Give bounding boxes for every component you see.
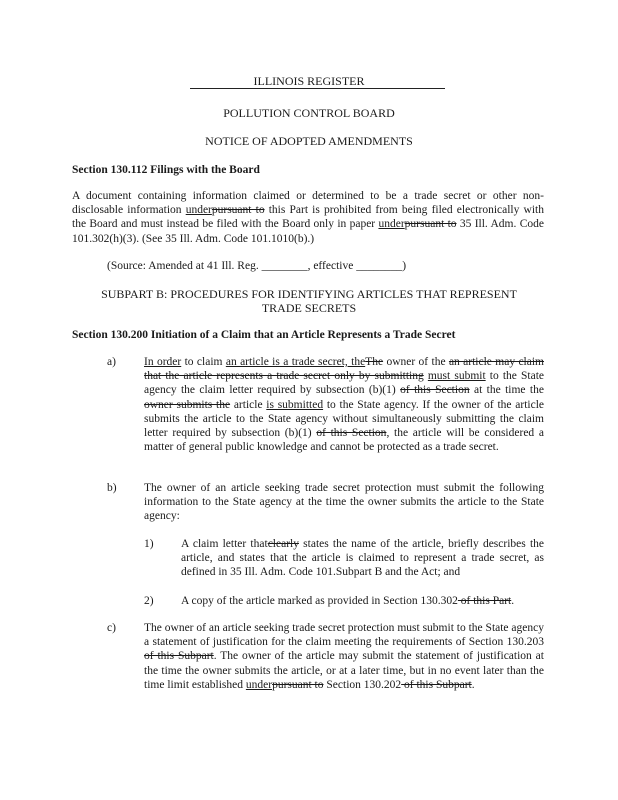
text-run: A copy of the article marked as provided in Section 130.302 bbox=[181, 595, 458, 607]
text-run: . The owner of the article may submit the statement of justification at the time the owner submits the article, or at a later time, but in no event later than the time limit established bbox=[144, 650, 544, 691]
inserted-text: In order bbox=[144, 356, 182, 368]
section-130-200-title: Section 130.200 Initiation of a Claim that an Article Represents a Trade Secret bbox=[72, 329, 456, 341]
deleted-text: clearly bbox=[267, 538, 299, 550]
deleted-text: pursuant to bbox=[272, 678, 324, 691]
deleted-text: The bbox=[365, 356, 384, 368]
deleted-text: of this Part bbox=[457, 595, 512, 607]
notice-heading: NOTICE OF ADOPTED AMENDMENTS bbox=[205, 134, 413, 148]
section-130-112-title: Section 130.112 Filings with the Board bbox=[72, 164, 260, 176]
text-run: A claim letter that bbox=[181, 538, 268, 550]
section-130-112-paragraph bbox=[72, 189, 544, 246]
text-run: . bbox=[511, 595, 515, 607]
subpart-heading-line-1: SUBPART B: PROCEDURES FOR IDENTIFYING ARTICLES THAT REPRESENT bbox=[101, 287, 517, 301]
inserted-text: an article is a trade secret, the bbox=[225, 356, 366, 368]
inserted-text: must submit bbox=[427, 370, 486, 383]
board-heading: POLLUTION CONTROL BOARD bbox=[223, 106, 395, 120]
item-1-paragraph bbox=[181, 537, 544, 580]
text-run: to the State agency. If the owner of the article submits the article to the State agency without simultaneously submitting the claim letter required by subsection (b)(1) bbox=[144, 398, 545, 440]
deleted-text: pursuant to bbox=[404, 218, 457, 231]
deleted-text: of this Subpart bbox=[144, 650, 214, 663]
text-run: The owner of an article seeking trade secret protection must submit to the State agency a statement of justification for the claim meeting the requirements of Section 130.203 bbox=[144, 622, 544, 649]
subsection-b-paragraph: The owner of an article seeking trade secret protection must submit the following information to the State agency at the time the owner submits the article to the State agency: bbox=[144, 482, 544, 523]
text-run: at the time the bbox=[469, 384, 544, 397]
text-run: to claim bbox=[181, 356, 226, 368]
text-run: states the name of the article, briefly describes the article, and states that the article is claimed to represent a trade secret, as defined in 35 Ill. Adm. Code 101.Subpart B and the Act; and bbox=[181, 538, 544, 579]
deleted-text: owner submits the bbox=[144, 398, 231, 411]
deleted-text: of this Section bbox=[316, 427, 387, 440]
source-note: (Source: Amended at 41 Ill. Reg. ________, effective ________) bbox=[107, 260, 407, 272]
item-1-label: 1) bbox=[144, 538, 154, 550]
subsection-b-label: b) bbox=[107, 482, 117, 494]
subsection-c-paragraph bbox=[144, 621, 544, 692]
subsection-a-label: a) bbox=[107, 356, 116, 368]
register-heading: ILLINOIS REGISTER bbox=[253, 74, 365, 88]
subsection-c-label: c) bbox=[107, 622, 116, 634]
text-run: A document containing information claimed or determined to be a trade secret or other non-disclosable information bbox=[72, 190, 544, 217]
inserted-text: under bbox=[378, 218, 405, 231]
text-run: . bbox=[471, 678, 475, 691]
inserted-text: under bbox=[245, 678, 273, 691]
subsection-a-paragraph bbox=[144, 355, 544, 454]
header-rule bbox=[190, 88, 445, 89]
deleted-text: of this Subpart bbox=[401, 678, 472, 691]
inserted-text: is submitted bbox=[266, 398, 324, 411]
deleted-text: pursuant to bbox=[211, 204, 265, 217]
item-2-paragraph bbox=[181, 594, 544, 608]
text-run: 35 Ill. Adm. Code 101.302(h)(3). (See 35 Ill. Adm. Code 101.1010(b).) bbox=[72, 218, 544, 245]
text-run: owner of the bbox=[383, 356, 449, 368]
item-2-label: 2) bbox=[144, 595, 154, 607]
inserted-text: under bbox=[185, 204, 212, 217]
deleted-text: an article may claim that the article represents a trade secret only by submitting bbox=[144, 356, 544, 383]
text-run: , the article will be considered a matter of general public knowledge and cannot be protected as a trade secret. bbox=[144, 427, 544, 454]
text-run: to the State agency the claim letter required by subsection (b)(1) bbox=[144, 370, 544, 397]
text-run: Section 130.202 bbox=[323, 678, 402, 691]
text-run: article bbox=[230, 398, 267, 411]
text-run: this Part is prohibited from being filed electronically with the Board and must instead be filed with the Board only in paper bbox=[72, 204, 544, 231]
deleted-text: of this Section bbox=[400, 384, 470, 397]
subpart-heading-line-2: TRADE SECRETS bbox=[261, 301, 357, 315]
